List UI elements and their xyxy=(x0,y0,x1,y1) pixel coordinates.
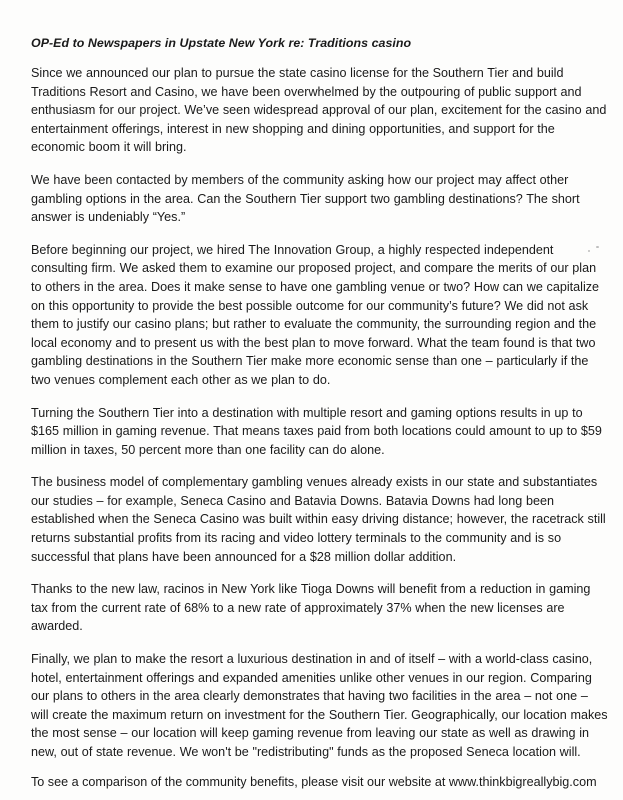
paragraph-4: Turning the Southern Tier into a destination with multiple resort and gaming options results in up to $165 million in gaming revenue. That means taxes paid from both locations could amount to up to $59 million in taxes, 50 percent more than one facility can do alone. xyxy=(31,405,602,457)
paragraph-1: Since we announced our plan to pursue the state casino license for the Southern Tier and build Traditions Resort and Casino, we have been overwhelmed by the outpouring of public support and enthusiasm for our project. We’ve seen widespread approval of our plan, excitement for the casino and entertainment offerings, interest in new shopping and dining opportunities, and support for the economic boom it will bring. xyxy=(31,66,607,155)
paragraph-7: Finally, we plan to make the resort a luxurious destination in and of itself – with a world-class casino, hotel, entertainment offerings and expanded amenities unlike other venues in our region. Comparing our plans to others in the area clearly demonstrates that having two facilities in the area – not one – will create the maximum return on investment for the Southern Tier. Geographically, our location makes the most sense – our location will keep gaming revenue from leaving our state as well as drawing in new, out of state revenue. We won't be "redistributing" funds as the proposed Seneca location will. xyxy=(31,652,608,759)
scan-speck xyxy=(588,250,590,252)
paragraph-5: The business model of complementary gambling venues already exists in our state and substantiates our studies – for example, Seneca Casino and Batavia Downs. Batavia Downs had long been established when the Seneca Casino was built within easy driving distance; however, the racetrack still returns substantial profits from its racing and video lottery terminals to the community and is so successful that plans have been announced for a $28 million dollar addition. xyxy=(31,475,606,564)
paragraph-6: Thanks to the new law, racinos in New York like Tioga Downs will benefit from a reduction in gaming tax from the current rate of 68% to a new rate of approximately 37% when the new licenses are awarded. xyxy=(31,582,591,634)
scan-speck xyxy=(596,246,599,248)
paragraph-3: Before beginning our project, we hired The Innovation Group, a highly respected independent consulting firm. We asked them to examine our proposed project, and compare the merits of our plan to others in the area. Does it make sense to have one gambling venue or two? How can we capitalize on this opportunity to provide the best possible outcome for our community’s future? We did not ask them to justify our casino plans; but rather to evaluate the community, the surrounding region and the local economy and to present us with the best plan to move forward. What the team found is that two gambling destinations in the Southern Tier make more economic sense than one – particularly if the two venues complement each other as we plan to do. xyxy=(31,242,600,387)
footer-website-note: To see a comparison of the community benefits, please visit our website at www.thinkbigreallybig.com xyxy=(31,775,597,789)
document-title: OP-Ed to Newspapers in Upstate New York re: Traditions casino xyxy=(31,36,412,50)
paragraph-2: We have been contacted by members of the community asking how our project may affect other gambling options in the area. Can the Southern Tier support two gambling destinations? The short answer is undeniably “Yes.” xyxy=(31,172,580,225)
